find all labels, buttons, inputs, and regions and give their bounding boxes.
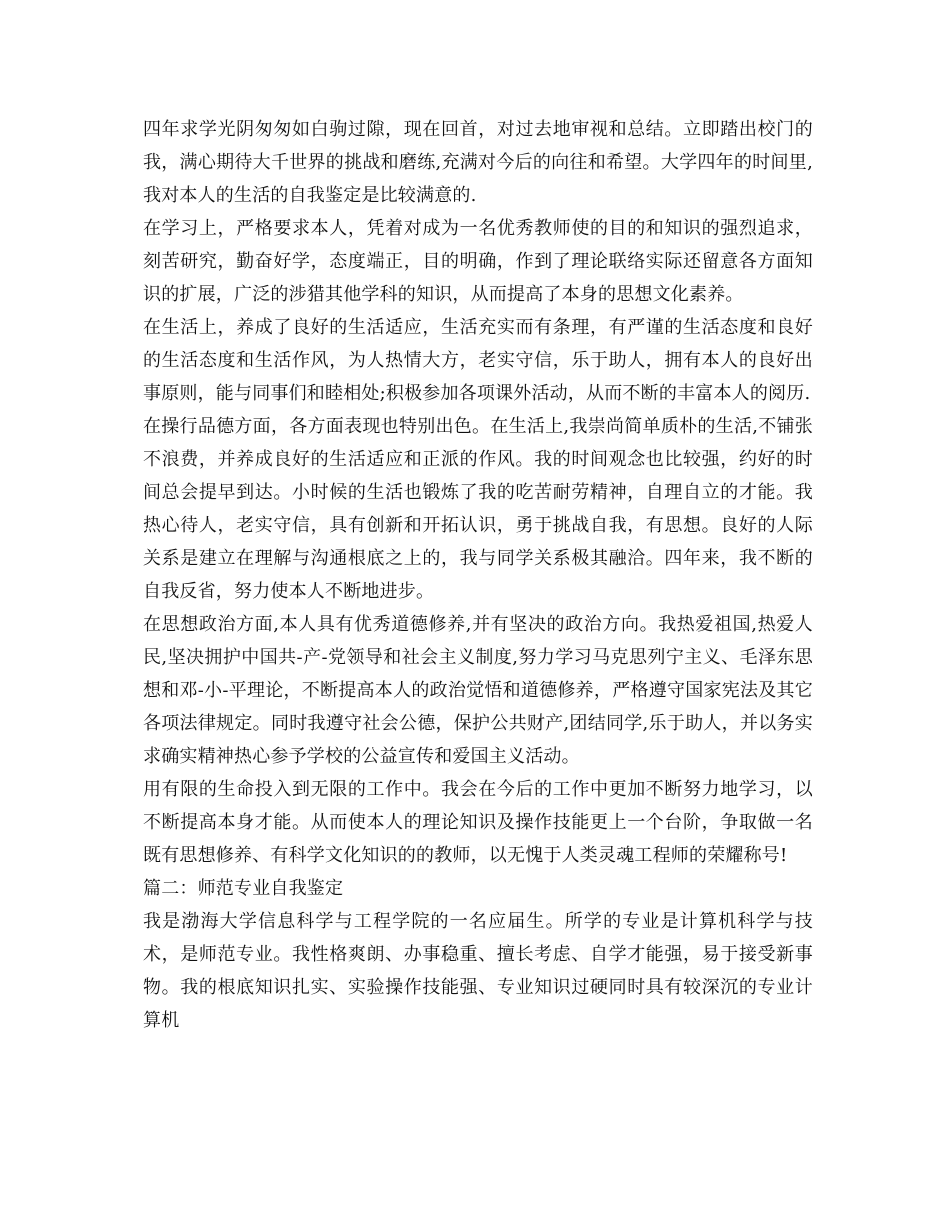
paragraph-conclusion: 用有限的生命投入到无限的工作中。我会在今后的工作中更加不断努力地学习，以不断提高本身才能。从而使本人的理论知识及操作技能更上一个台阶，争取做一名既有思想修养、有科学文化知识的的教师，以无愧于人类灵魂工程师的荣耀称号!: [143, 779, 813, 866]
paragraph-study: 在学习上，严格要求本人，凭着对成为一名优秀教师使的目的和知识的强烈追求，刻苦研究，勤奋好学，态度端正，目的明确，作到了理论联络实际还留意各方面知识的扩展，广泛的涉猎其他学科的知识，从而提高了本身的思想文化素养。: [143, 218, 813, 305]
section-heading: 篇二：师范专业自我鉴定: [143, 878, 344, 899]
document-body: [143, 113, 813, 1037]
paragraph-intro: 四年求学光阴匆匆如白驹过隙，现在回首，对过去地审视和总结。立即踏出校门的我，满心期待大千世界的挑战和磨练,充满对今后的向往和希望。大学四年的时间里,我对本人的生活的自我鉴定是比较满意的.: [143, 119, 813, 206]
paragraph-section-two: 我是渤海大学信息科学与工程学院的一名应届生。所学的专业是计算机科学与技术，是师范专业。我性格爽朗、办事稳重、擅长考虑、自学才能强，易于接受新事物。我的根底知识扎实、实验操作技能强、专业知识过硬同时具有较深沉的专业计算机: [143, 911, 813, 1031]
paragraph-politics: 在思想政治方面,本人具有优秀道德修养,并有坚决的政治方向。我热爱祖国,热爱人民,坚决拥护中国共-产-党领导和社会主义制度,努力学习马克思列宁主义、毛泽东思想和邓-小-平理论，不断提高本人的政治觉悟和道德修养，严格遵守国家宪法及其它各项法律规定。同时我遵守社会公德，保护公共财产,团结同学,乐于助人，并以务实求确实精神热心参予学校的公益宣传和爱国主义活动。: [143, 614, 813, 767]
paragraph-life: 在生活上，养成了良好的生活适应，生活充实而有条理，有严谨的生活态度和良好的生活态度和生活作风，为人热情大方，老实守信，乐于助人，拥有本人的良好出事原则，能与同事们和睦相处;积极参加各项课外活动，从而不断的丰富本人的阅历.: [143, 317, 813, 404]
paragraph-conduct: 在操行品德方面，各方面表现也特别出色。在生活上,我崇尚简单质朴的生活,不铺张不浪费，并养成良好的生活适应和正派的作风。我的时间观念也比较强，约好的时间总会提早到达。小时候的生活也锻炼了我的吃苦耐劳精神，自理自立的才能。我热心待人，老实守信，具有创新和开拓认识，勇于挑战自我，有思想。良好的人际关系是建立在理解与沟通根底之上的，我与同学关系极其融洽。四年来，我不断的自我反省，努力使本人不断地进步。: [143, 416, 813, 602]
